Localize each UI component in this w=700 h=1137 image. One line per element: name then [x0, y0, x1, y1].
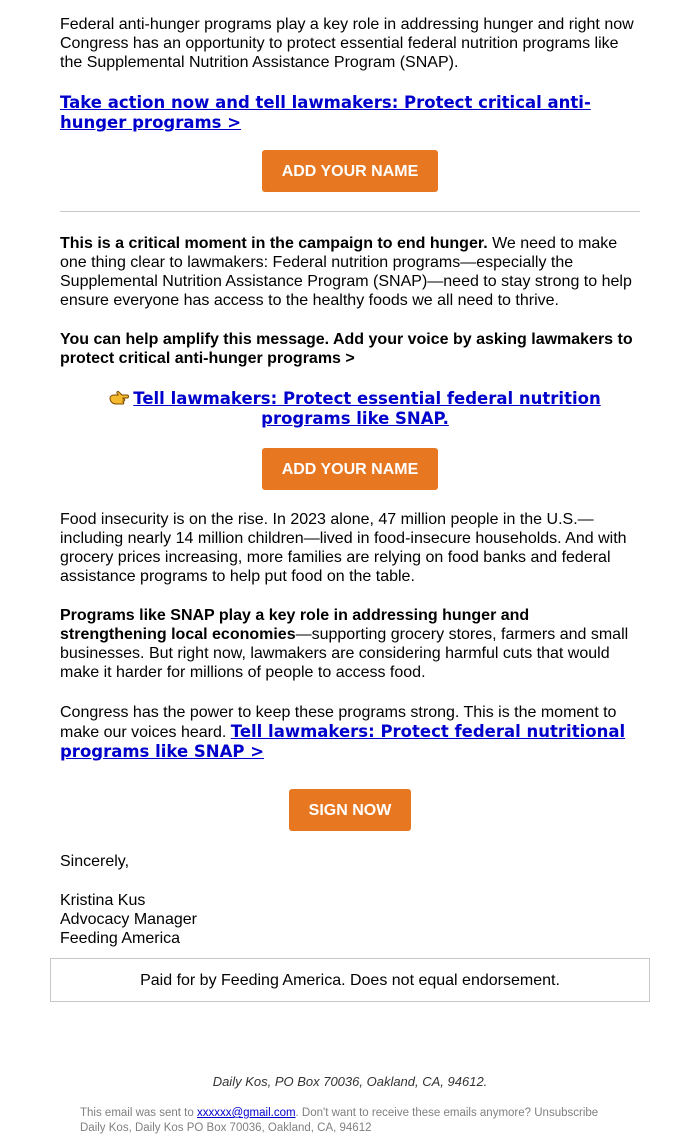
footer-line-2: Daily Kos, Daily Kos PO Box 70036, Oakland, CA, 94612 — [80, 1122, 372, 1134]
intro-link-block — [60, 93, 640, 133]
amplify-paragraph: You can help amplify this message. Add your voice by asking lawmakers to protect critical anti-hunger programs > — [60, 331, 633, 367]
congress-link[interactable]: Tell lawmakers: Protect federal nutritional programs like SNAP > — [60, 722, 626, 761]
insecurity-paragraph: Food insecurity is on the rise. In 2023 alone, 47 million people in the U.S.—including nearly 14 million children—lived in food-insecure households. And with grocery prices increasing, more families are relying on food banks and federal assistance programs to help put food on the table. — [60, 511, 627, 585]
sign-now-button[interactable]: SIGN NOW — [289, 789, 411, 831]
footer-line-1 — [80, 1106, 640, 1121]
add-your-name-button-2[interactable]: ADD YOUR NAME — [262, 448, 438, 490]
signer-title: Advocacy Manager — [60, 911, 197, 928]
snap-paragraph — [60, 606, 640, 682]
critical-paragraph — [60, 234, 640, 310]
snap-text: —supporting grocery stores, farmers and small businesses. But right now, lawmakers are considering harmful cuts that would make it harder for millions of people to access food. — [60, 626, 629, 681]
intro-paragraph: Federal anti-hunger programs play a key role in addressing hunger and right now Congress has an opportunity to protect essential federal nutrition programs like the Supplemental Nutrition Assistance Program (SNAP). — [60, 16, 634, 71]
footer-notice — [80, 1106, 640, 1136]
footer-address: Daily Kos, PO Box 70036, Oakland, CA, 94612. — [212, 1074, 488, 1089]
section-divider — [60, 211, 640, 212]
congress-paragraph — [60, 703, 640, 762]
critical-bold: This is a critical moment in the campaign to end hunger. — [60, 235, 488, 252]
closing: Sincerely, — [60, 853, 130, 870]
pointing-hand-icon — [109, 390, 129, 406]
add-your-name-button-1[interactable]: ADD YOUR NAME — [262, 150, 438, 192]
footer-unsubscribe-text[interactable]: . Don't want to receive these emails anymore? Unsubscribe — [295, 1107, 599, 1119]
recipient-email-link[interactable]: xxxxxx@gmail.com — [196, 1107, 296, 1119]
footer-sent-prefix: This email was sent to — [80, 1107, 197, 1119]
snap-bold: Programs like SNAP play a key role in addressing hunger and strengthening local economies — [60, 607, 530, 643]
critical-text: We need to make one thing clear to lawmakers: Federal nutrition programs—especially the Supplemental Nutrition Assistance Program (SNAP)—need to stay strong to help ensure everyone has access to the healthy foods we all need to thrive. — [60, 235, 632, 309]
signer-org: Feeding America — [60, 930, 181, 947]
signer-name: Kristina Kus — [60, 892, 146, 909]
congress-text: Congress has the power to keep these programs strong. This is the moment to make our voices heard. — [60, 704, 617, 741]
intro-action-link[interactable]: Take action now and tell lawmakers: Protect critical anti-hunger programs > — [60, 93, 591, 132]
paid-for-box — [50, 958, 650, 1002]
paid-for-text: Paid for by Feeding America. Does not equal endorsement. — [140, 971, 560, 989]
cta2-link-block — [70, 389, 640, 429]
cta2-link[interactable]: Tell lawmakers: Protect essential federal nutrition programs like SNAP. — [133, 389, 601, 428]
